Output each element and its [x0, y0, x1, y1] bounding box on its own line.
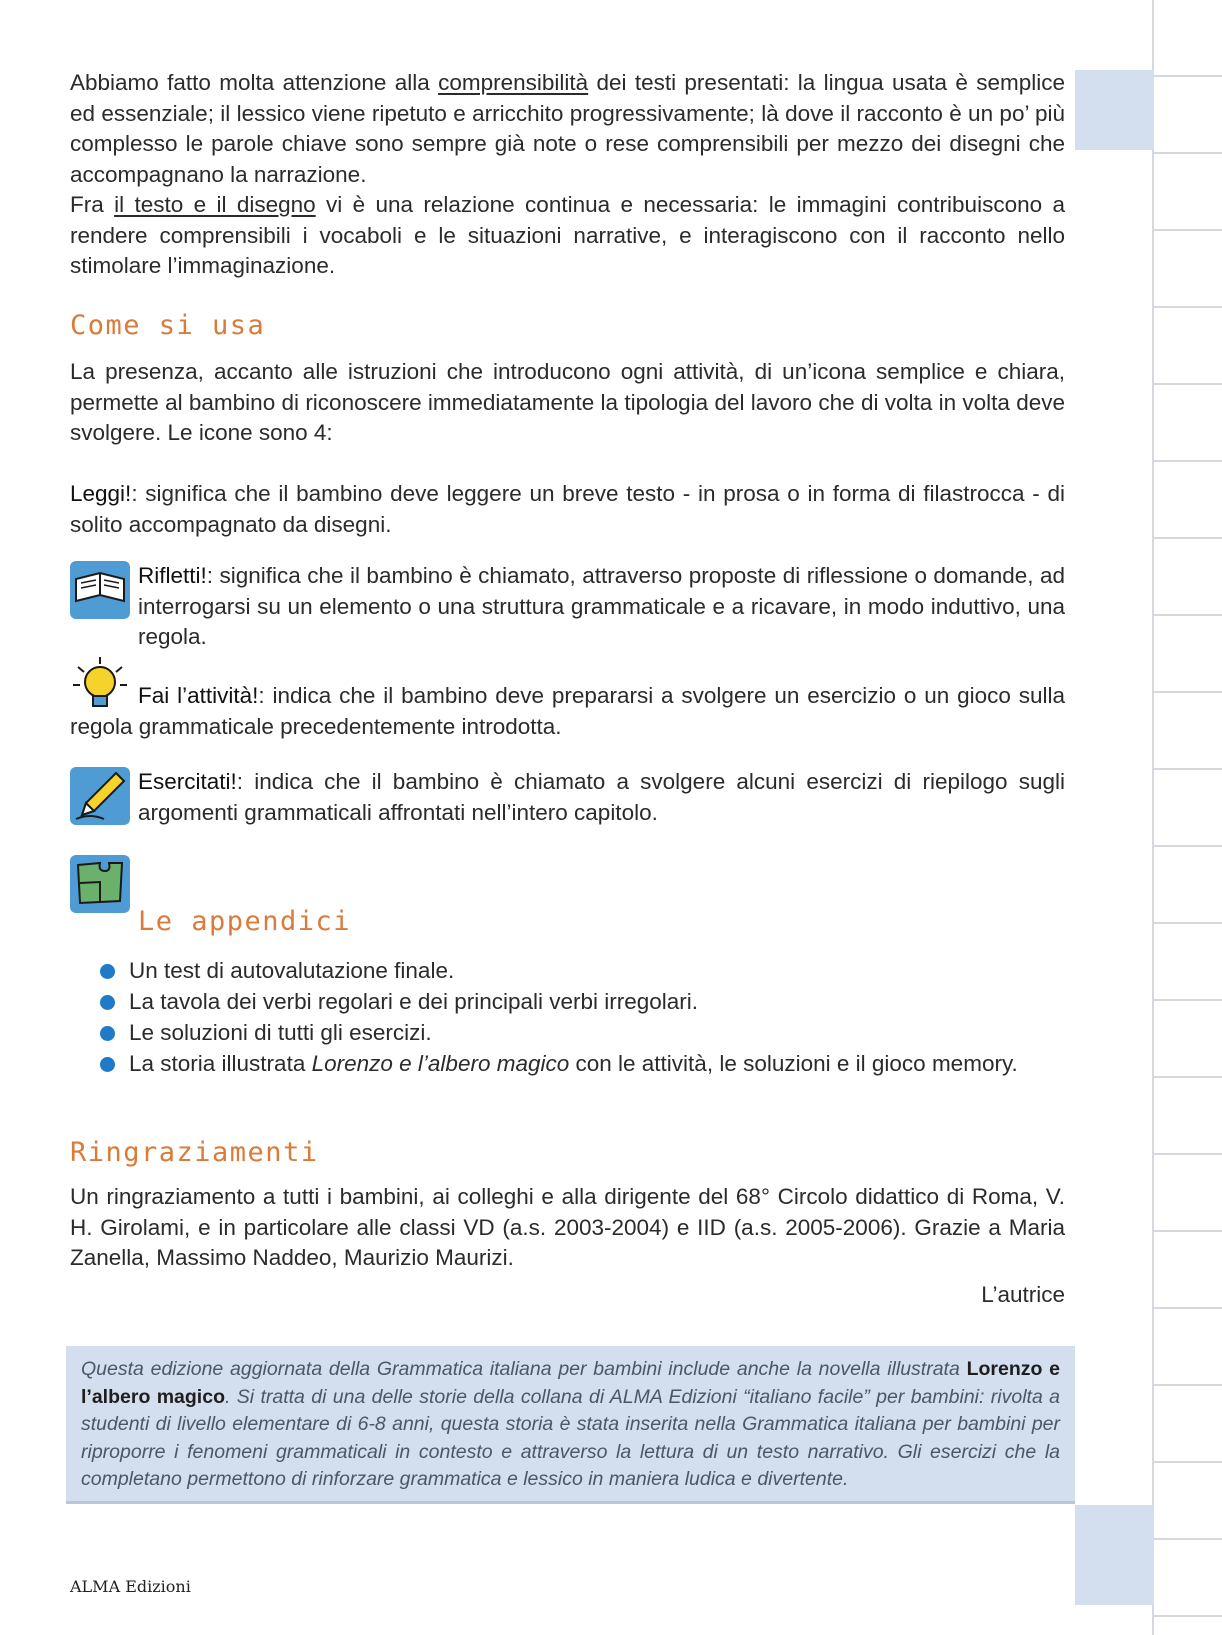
- icon-desc-esercitati: Esercitati!: indica che il bambino è chiamato a svolgere alcuni esercizi di riepilogo sugli argomenti grammaticali affrontati nell’intero capitolo.: [70, 767, 1065, 828]
- edition-note-text: Questa edizione aggiornata della Grammatica italiana per bambini include anche la novella illustrata Lorenzo e l’albero magico. Si tratta di una delle storie della collana di ALMA Edizioni “italiano facile” per bambini: rivolta a studenti di livello elementare di 6-8 anni, questa storia è stata inserita nella Grammatica italiana per bambini per riproporre i fenomeni grammaticali in contesto e attraverso la lettura di un testo narrativo. Gli esercizi che la completano permettono di rinforzare grammatica e lessico in maniera ludica e divertente.: [81, 1358, 1061, 1490]
- appendici-list: [100, 955, 1040, 1079]
- list-item: Le soluzioni di tutti gli esercizi.: [100, 1017, 1040, 1048]
- signature: L’autrice: [981, 1281, 1065, 1307]
- ringraziamenti-text: Un ringraziamento a tutti i bambini, ai colleghi e alla dirigente del 68° Circolo didattico di Roma, V. H. Girolami, e in particolare alle classi VD (a.s. 2003-2004) e IID (a.s. 2005-2006). Grazie a Maria Zanella, Massimo Naddeo, Maurizio Maurizi. L’autrice: [70, 1182, 1065, 1310]
- edition-note-box: [66, 1346, 1075, 1504]
- margin-tab-top: [1075, 70, 1154, 150]
- list-item: Un test di autovalutazione finale.: [100, 955, 1040, 986]
- list-item: La tavola dei verbi regolari e dei principali verbi irregolari.: [100, 986, 1040, 1017]
- bullet-icon: [100, 1057, 115, 1072]
- intro-paragraph-1: Abbiamo fatto molta attenzione alla comprensibilità dei testi presentati: la lingua usata è semplice ed essenziale; il lessico viene ripetuto e arricchito progressivamente; là dove il racconto è un po’ più complesso le parole chiave sono sempre già note o rese comprensibili per mezzo dei disegni che accompagnano la narrazione.: [70, 70, 1066, 187]
- intro-paragraph-2: Fra il testo e il disegno vi è una relazione continua e necessaria: le immagini contribuiscono a rendere comprensibili i vocaboli e le situazioni narrative, e interagiscono con il racconto nello stimolare l’immaginazione.: [70, 192, 1065, 278]
- come-si-usa-text: La presenza, accanto alle istruzioni che introducono ogni attività, di un’icona semplice e chiara, permette al bambino di riconoscere immediatamente la tipologia del lavoro che di volta in volta deve svolgere. Le icone sono 4:: [70, 359, 1065, 445]
- puzzle-icon: [70, 855, 130, 913]
- label-leggi: Leggi!: [70, 481, 132, 506]
- keyword-comprensibilita: comprensibilità: [438, 70, 589, 95]
- label-esercitati: Esercitati!: [138, 769, 237, 794]
- bullet-icon: [100, 995, 115, 1010]
- pencil-icon: [70, 767, 130, 825]
- heading-appendici: Le appendici: [138, 906, 352, 937]
- icon-desc-leggi: Leggi!: significa che il bambino deve leggere un breve testo - in prosa o in forma di filastrocca - di solito accompagnato da disegni.: [70, 481, 1065, 537]
- bullet-icon: [100, 1026, 115, 1041]
- margin-tab-bottom: [1075, 1505, 1154, 1605]
- heading-come-si-usa: Come si usa: [70, 310, 266, 341]
- icon-desc-rifletti: Rifletti!: significa che il bambino è chiamato, attraverso proposte di riflessione o domande, ad interrogarsi su un elemento o una struttura grammaticale e a ricavare, in modo induttivo, una regola.: [70, 561, 1065, 653]
- keyword-testo-disegno: il testo e il disegno: [114, 192, 316, 217]
- book-icon: [70, 561, 130, 619]
- label-fai-attivita: Fai l’attività!: [138, 683, 259, 708]
- heading-ringraziamenti: Ringraziamenti: [70, 1137, 319, 1168]
- notebook-margin: [1152, 0, 1222, 1635]
- lightbulb-icon: [70, 655, 130, 713]
- bullet-icon: [100, 964, 115, 979]
- label-rifletti: Rifletti!: [138, 563, 207, 588]
- footer-publisher: ALMA Edizioni: [70, 1577, 191, 1596]
- list-item: La storia illustrata Lorenzo e l’albero magico con le attività, le soluzioni e il gioco memory.: [100, 1048, 1040, 1079]
- story-title: Lorenzo e l’albero magico: [81, 1358, 1061, 1408]
- icon-desc-fai-attivita: Fai l’attività!: indica che il bambino deve prepararsi a svolgere un esercizio o un gioco sulla regola grammaticale precedentemente introdotta.: [70, 655, 1065, 742]
- intro-section: [70, 68, 1065, 282]
